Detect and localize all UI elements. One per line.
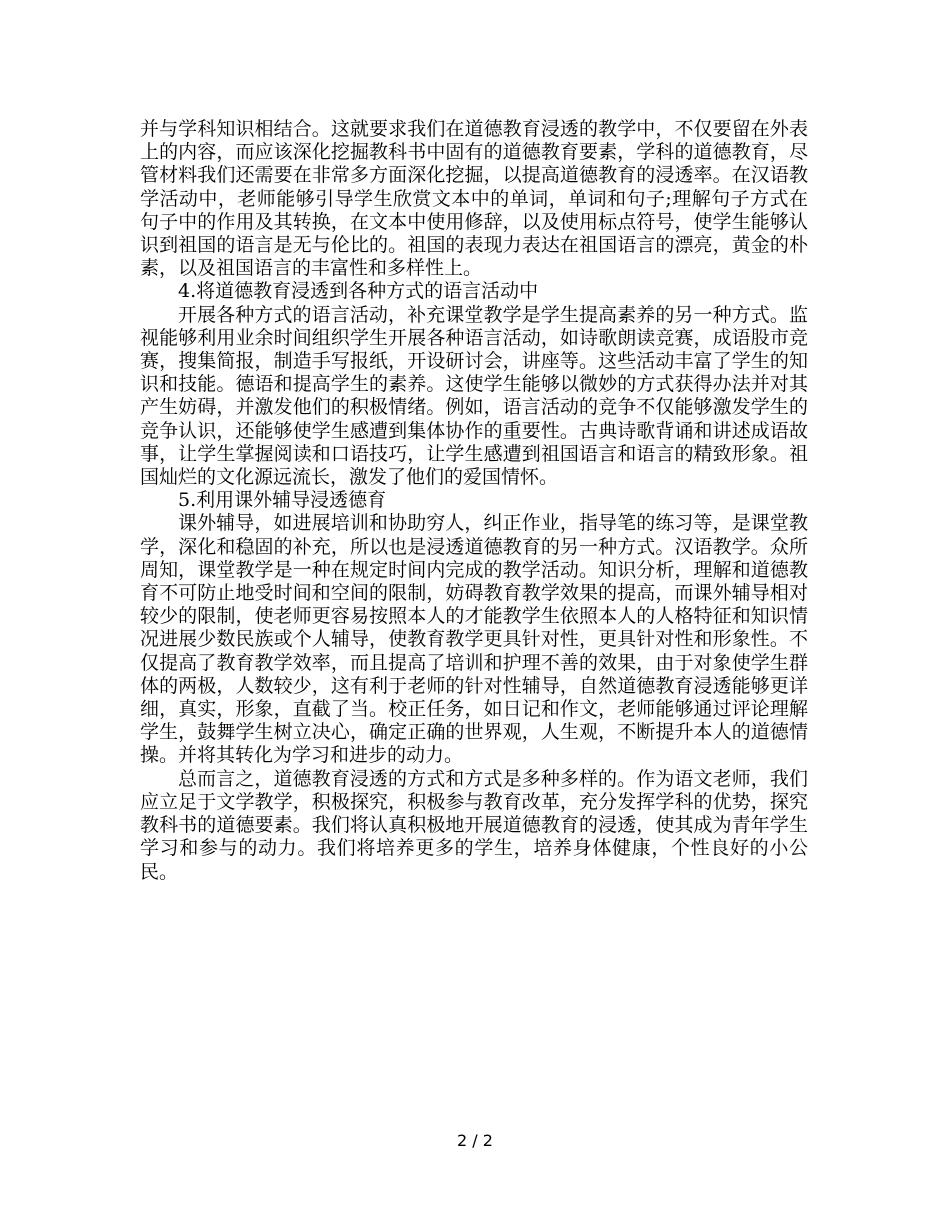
paragraph-3: 课外辅导，如进展培训和协助穷人，纠正作业，指导笔的练习等，是课堂教学，深化和稳固的补充，所以也是浸透道德教育的另一种方式。汉语教学。众所周知，课堂教学是一种在规定时间内完成的教学活动。知识分析，理解和道德教育不可防止地受时间和空间的限制，妨碍教育教学效果的提高，而课外辅导相对较少的限制，使老师更容易按照本人的才能教学生依照本人的人格特征和知识情况进展少数民族或个人辅导，使教育教学更具针对性，更具针对性和形象性。不仅提高了教育教学效率，而且提高了培训和护理不善的效果，由于对象使学生群体的两极，人数较少，这有利于老师的针对性辅导，自然道德教育浸透能够更详细，真实，形象，直截了当。校正任务，如日记和作文，老师能够通过评论理解学生，鼓舞学生树立决心，确定正确的世界观，人生观，不断提升本人的道德情操。并将其转化为学习和进步的动力。 [140,512,808,767]
paragraph-4: 总而言之，道德教育浸透的方式和方式是多种多样的。作为语文老师，我们应立足于文学教学，积极探究，积极参与教育改革，充分发挥学科的优势，探究教科书的道德要素。我们将认真积极地开展道德教育的浸透，使其成为青年学生学习和参与的动力。我们将培养更多的学生，培养身体健康，个性良好的小公民。 [140,767,808,883]
section-heading-4: 4.将道德教育浸透到各种方式的语言活动中 [178,280,539,303]
document-body [140,118,808,884]
paragraph-2: 开展各种方式的语言活动，补充课堂教学是学生提高素养的另一种方式。监视能够利用业余时间组织学生开展各种语言活动，如诗歌朗读竞赛，成语股市竞赛，搜集简报，制造手写报纸，开设研讨会，讲座等。这些活动丰富了学生的知识和技能。德语和提高学生的素养。这使学生能够以微妙的方式获得办法并对其产生妨碍，并激发他们的积极情绪。例如，语言活动的竞争不仅能够激发学生的竞争认识，还能够使学生感遭到集体协作的重要性。古典诗歌背诵和讲述成语故事，让学生掌握阅读和口语技巧，让学生感遭到祖国语言和语言的精致形象。祖国灿烂的文化源远流长，激发了他们的爱国情怀。 [140,303,808,489]
section-heading-5: 5.利用课外辅导浸透德育 [178,489,387,512]
paragraph-1: 并与学科知识相结合。这就要求我们在道德教育浸透的教学中，不仅要留在外表上的内容，而应该深化挖掘教科书中固有的道德教育要素，学科的道德教育，尽管材料我们还需要在非常多方面深化挖掘，以提高道德教育的浸透率。在汉语教学活动中，老师能够引导学生欣赏文本中的单词，单词和句子;理解句子方式在句子中的作用及其转换，在文本中使用修辞，以及使用标点符号，使学生能够认识到祖国的语言是无与伦比的。祖国的表现力表达在祖国语言的漂亮，黄金的朴素，以及祖国语言的丰富性和多样性上。 [140,118,808,280]
page-number: 2 / 2 [457,1131,493,1150]
